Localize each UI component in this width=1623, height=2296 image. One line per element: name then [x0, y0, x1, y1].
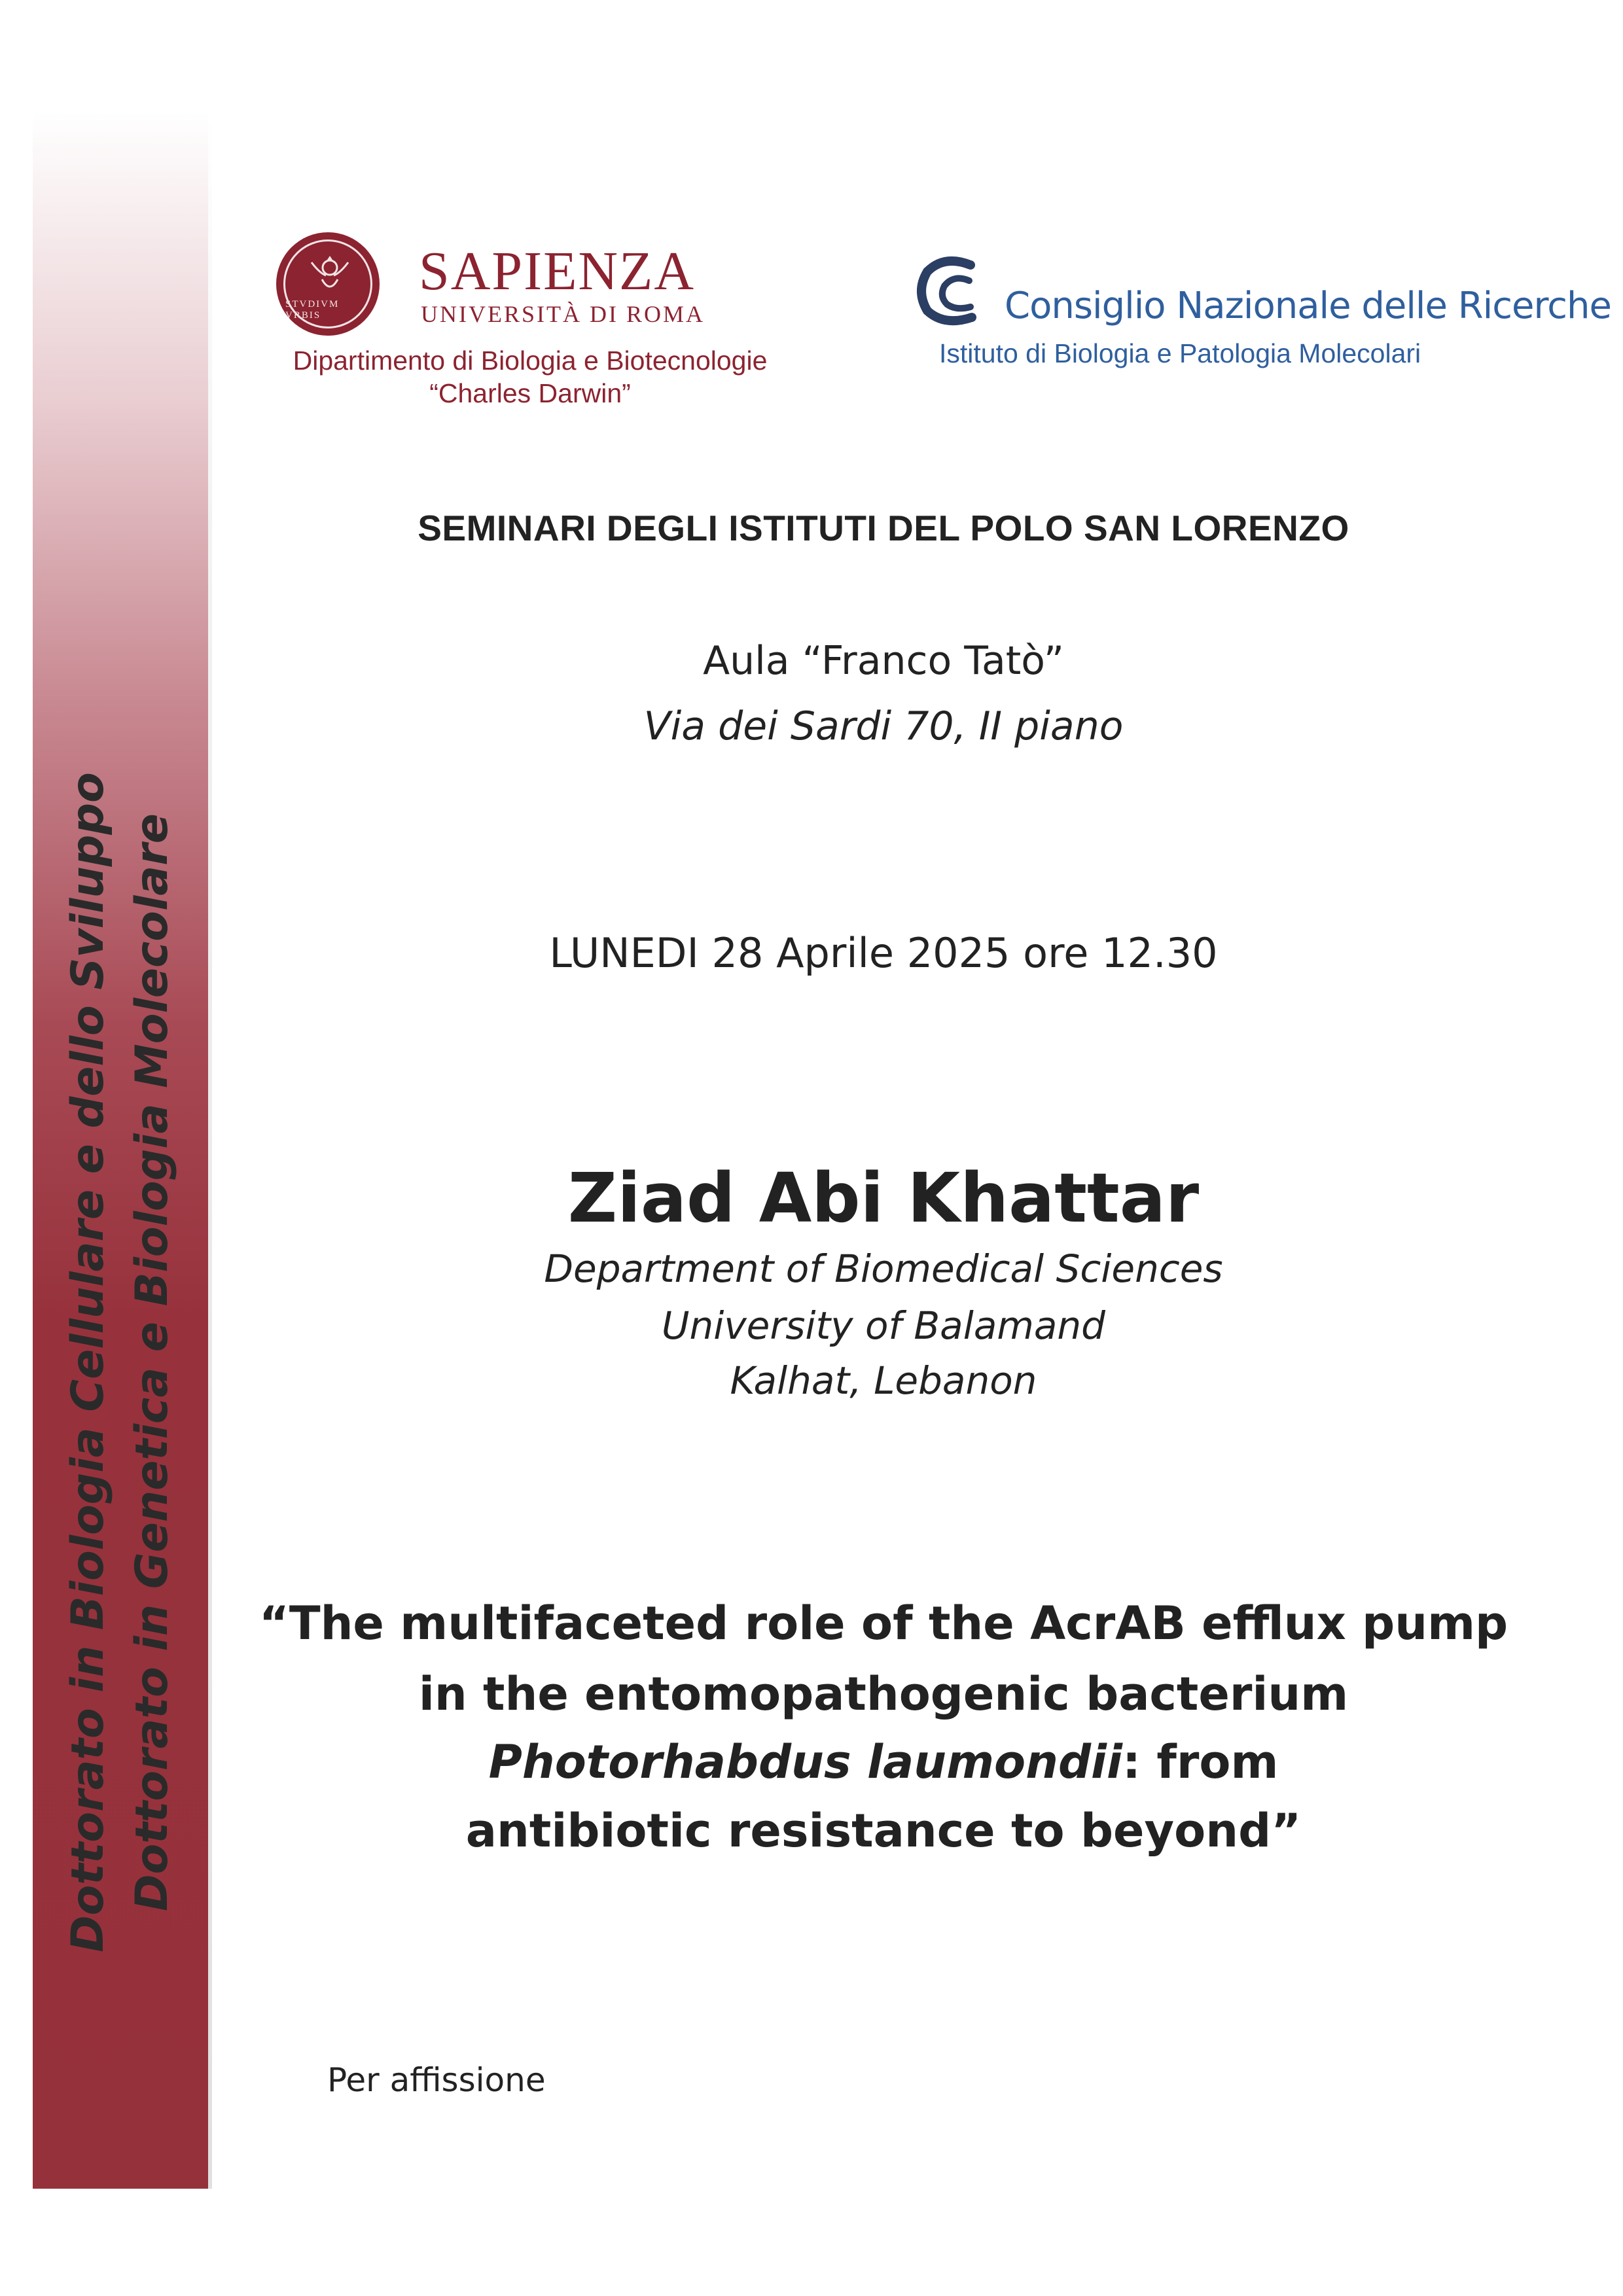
- sidebar-line-1: Dottorato in Biologia Cellulare e dello Sviluppo: [62, 772, 114, 1952]
- department-name: Dipartimento di Biologia e Biotecnologie: [293, 345, 768, 376]
- cherub-icon: [308, 253, 352, 299]
- event-address: Via dei Sardi 70, II piano: [643, 703, 1124, 749]
- department-dedication: “Charles Darwin”: [429, 378, 631, 408]
- seminar-series: SEMINARI DEGLI ISTITUTI DEL POLO SAN LORENZO: [418, 508, 1349, 548]
- sapienza-name: SAPIENZA: [419, 241, 696, 302]
- event-room: Aula “Franco Tatò”: [703, 638, 1064, 684]
- sapienza-logo: [262, 232, 812, 422]
- event-date: LUNEDI 28 Aprile 2025 ore 12.30: [549, 929, 1218, 977]
- speaker-department: Department of Biomedical Sciences: [544, 1246, 1223, 1291]
- sidebar-line-2: Dottorato in Genetica e Biologia Molecolare: [126, 813, 178, 1911]
- sidebar-vertical-text: [56, 772, 185, 1952]
- cnr-institute: Istituto di Biologia e Patologia Molecolari: [939, 338, 1421, 368]
- seal-lettering: STVDIVM VRBIS: [285, 299, 340, 321]
- cnr-name: Consiglio Nazionale delle Ricerche: [1005, 285, 1611, 327]
- talk-title-line-4: antibiotic resistance to beyond”: [465, 1804, 1302, 1858]
- cnr-logo: [913, 252, 1611, 383]
- sidebar-divider: [208, 111, 212, 2189]
- speaker-location: Kalhat, Lebanon: [730, 1358, 1037, 1403]
- talk-title-line-3: [223, 1735, 1544, 1789]
- talk-title-line-3-rest: : from: [1122, 1735, 1279, 1789]
- cnr-emblem-icon: [913, 252, 985, 330]
- speaker-university: University of Balamand: [662, 1303, 1105, 1348]
- sapienza-seal-icon: [276, 232, 380, 336]
- talk-title-line-1: “The multifaceted role of the AcrAB efflux pump: [259, 1597, 1508, 1650]
- posting-note: Per affissione: [327, 2061, 546, 2099]
- speaker-name: Ziad Abi Khattar: [567, 1158, 1200, 1238]
- talk-title-line-2: in the entomopathogenic bacterium: [418, 1667, 1349, 1721]
- species-name: Photorhabdus laumondii: [488, 1735, 1123, 1789]
- sapienza-subtitle: UNIVERSITÀ DI ROMA: [421, 301, 705, 327]
